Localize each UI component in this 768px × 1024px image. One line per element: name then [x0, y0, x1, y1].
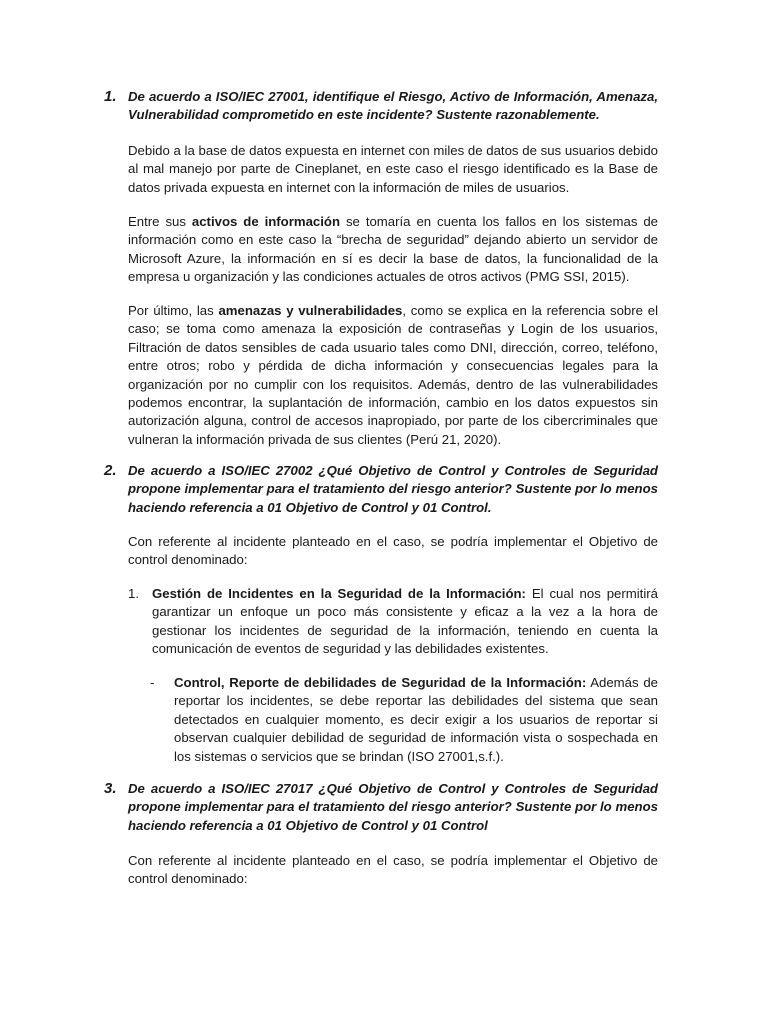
- q2-control-text: Además de reportar los incidentes, se debe reportar las debilidades del sistema que sean detectados en cualquier momento, es decir exigir a los usuarios de reportar si observan cualquier debilidad de seguridad de información vista o sospechada en los sistemas o servicios que se brindan (ISO 27001,s.f.).: [174, 675, 658, 764]
- q2-control-item: [150, 674, 658, 766]
- question-2-number: 2.: [104, 462, 117, 479]
- question-1: [104, 88, 658, 125]
- q1-p2-bold: activos de información: [191, 214, 341, 229]
- q1-paragraph-2: [128, 213, 658, 287]
- question-1-title: De acuerdo a ISO/IEC 27001, identifique el Riesgo, Activo de Información, Amenaza, Vulnerabilidad comprometido en este incidente? Sustente razonablemente.: [128, 89, 658, 123]
- question-3-title: De acuerdo a ISO/IEC 27017 ¿Qué Objetivo de Control y Controles de Seguridad propone implementar para el tratamiento del riesgo anterior? Sustente por lo menos haciendo referencia a 01 Objetivo de Control y 01 Control: [128, 781, 658, 833]
- q1-paragraph-1: Debido a la base de datos expuesta en internet con miles de datos de sus usuarios debido al mal manejo por parte de Cineplanet, en este caso el riesgo identificado es la Base de datos privada expuesta en internet con la información de miles de usuarios.: [128, 143, 658, 195]
- q2-intro: Con referente al incidente planteado en el caso, se podría implementar el Objetivo de control denominado:: [128, 534, 658, 568]
- q1-p3-bold: amenazas y vulnerabilidades: [218, 303, 403, 318]
- q2-dash-bullet: -: [150, 675, 155, 690]
- q1-p3-text-end: , como se explica en la referencia sobre el caso; se toma como amenaza la exposición de contraseñas y Login de los usuarios, Filtración de datos sensibles de cada usuario tales como DNI, dirección, correo, teléfono, entre otros; robo y pérdida de dicha información y consecuencias legales para la organización por no cumplir con los requisitos. Además, dentro de las vulnerabilidades podemos encontrar, la suplantación de información, cambio en los datos expuestos sin autorización alguna, control de accesos inapropiado, por parte de los cibercriminales que vulneran la información privada de sus clientes (Perú 21, 2020).: [128, 303, 658, 447]
- q1-paragraph-3: [128, 302, 658, 449]
- q2-control-title: Control, Reporte de debilidades de Seguridad de la Información:: [174, 675, 587, 690]
- q2-list-item-1: [128, 585, 658, 659]
- question-2-title: De acuerdo a ISO/IEC 27002 ¿Qué Objetivo de Control y Controles de Seguridad propone implementar para el tratamiento del riesgo anterior? Sustente por lo menos haciendo referencia a 01 Objetivo de Control y 01 Control.: [128, 463, 658, 515]
- q1-p2-text-end: se tomaría en cuenta los fallos en los sistemas de información como en este caso la “brecha de seguridad” dejando abierto un servidor de Microsoft Azure, la información en sí es decir la base de datos, la funcionalidad de la empresa u organización y las condiciones actuales de otros activos (PMG SSI, 2015).: [128, 214, 659, 285]
- question-3-number: 3.: [104, 780, 117, 797]
- q2-list-item-number: 1.: [128, 586, 139, 601]
- question-2: [104, 462, 658, 517]
- q1-p2-text-start: Entre sus: [128, 214, 192, 229]
- question-1-number: 1.: [104, 88, 117, 105]
- q2-objective-text: El cual nos permitirá garantizar un enfoque un poco más consistente y eficaz a la vez a la hora de gestionar los incidentes de seguridad de la información, teniendo en cuenta la comunicación de eventos de seguridad y las debilidades existentes.: [152, 586, 658, 657]
- question-3: [104, 780, 658, 835]
- q2-objective-title: Gestión de Incidentes en la Seguridad de la Información:: [152, 586, 526, 601]
- q3-intro: Con referente al incidente planteado en el caso, se podría implementar el Objetivo de control denominado:: [128, 853, 658, 887]
- q1-p3-text-start: Por último, las: [128, 303, 219, 318]
